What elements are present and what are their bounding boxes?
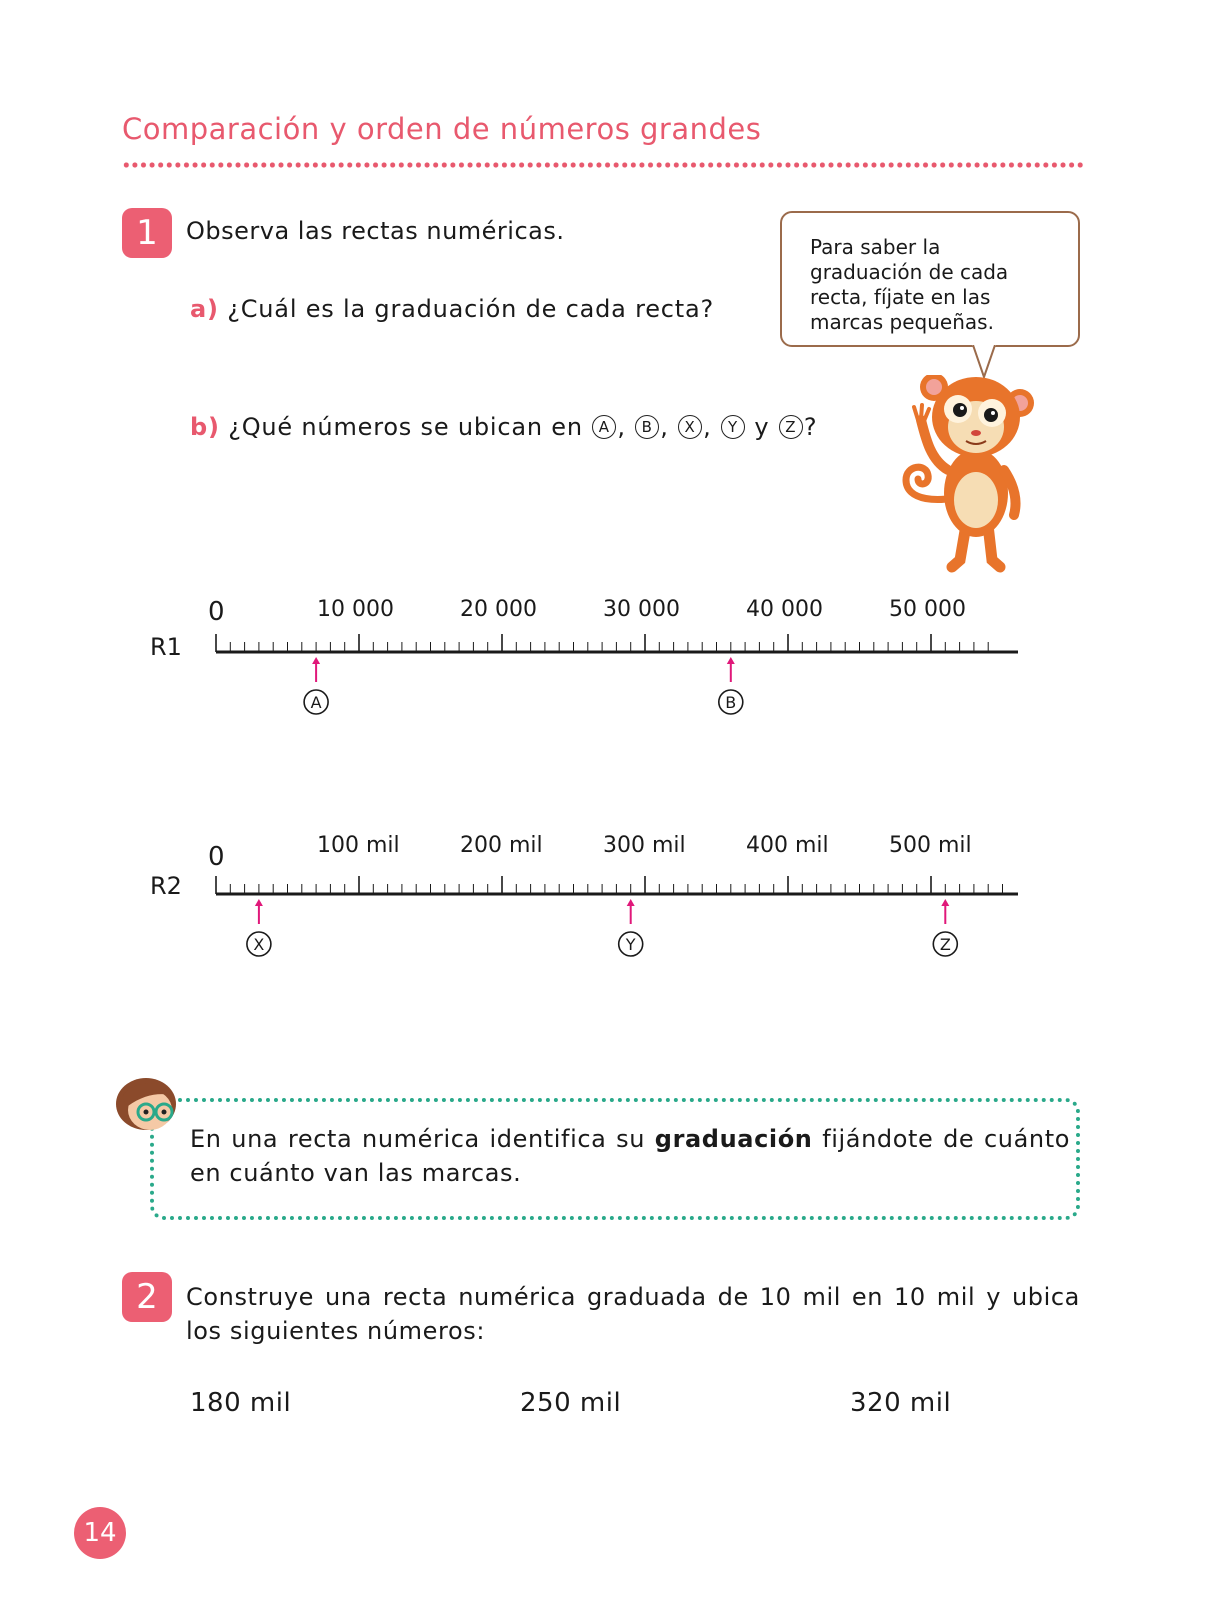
r2-marker-label-x: X <box>253 935 265 954</box>
marker-a-circle: A <box>592 415 616 439</box>
section-title: Comparación y orden de números grandes <box>122 112 762 146</box>
exercise-1-number: 1 <box>122 208 172 258</box>
r1-zero-label: 0 <box>208 597 225 627</box>
r1-marker-label-a: A <box>310 693 322 712</box>
r2-zero-label: 0 <box>208 842 225 872</box>
exercise-1-prompt: Observa las rectas numéricas. <box>186 217 565 245</box>
r2-tick-label: 100 mil <box>317 833 400 858</box>
tip-text-bold: graduación <box>654 1125 813 1153</box>
r2-tick-label: 200 mil <box>460 833 543 858</box>
r2-tick-label: 400 mil <box>746 833 829 858</box>
r2-arrow-z-head <box>941 899 949 906</box>
question-b-letter: b) <box>190 413 220 441</box>
tip-text-after: fijándote de cuánto en cuánto van las marcas. <box>190 1125 1071 1187</box>
r2-tick-label: 300 mil <box>603 833 686 858</box>
r1-tick-label: 10 000 <box>317 597 394 622</box>
separator: , <box>660 413 669 441</box>
number-320-mil: 320 mil <box>850 1388 952 1418</box>
marker-b-circle: B <box>635 415 659 439</box>
speech-bubble <box>780 211 1080 347</box>
question-a <box>190 295 714 323</box>
number-line-r1 <box>210 590 1050 730</box>
speech-bubble-text: Para saber la graduación de cada recta, fíjate en las marcas pequeñas. <box>810 235 1009 334</box>
question-mark: ? <box>803 413 818 441</box>
girl-avatar-illustration <box>114 1074 180 1134</box>
r2-marker-label-z: Z <box>939 935 951 954</box>
number-line-r2 <box>210 830 1050 980</box>
r1-tick-label: 30 000 <box>603 597 680 622</box>
dotted-divider <box>122 162 1084 168</box>
r1-marker-label-b: B <box>725 693 737 712</box>
r2-tick-label: 500 mil <box>889 833 972 858</box>
question-b-text: ¿Qué números se ubican en <box>228 413 583 441</box>
tip-text <box>190 1122 1070 1190</box>
r1-tick-label: 50 000 <box>889 597 966 622</box>
exercise-2-number: 2 <box>122 1272 172 1322</box>
page-number: 14 <box>74 1507 126 1559</box>
conjunction: y <box>754 413 770 441</box>
question-b <box>190 413 817 441</box>
marker-z-circle: Z <box>779 415 803 439</box>
r1-arrow-b-head <box>727 657 735 664</box>
separator: , <box>703 413 712 441</box>
r1-tick-label: 20 000 <box>460 597 537 622</box>
number-250-mil: 250 mil <box>520 1388 622 1418</box>
question-a-text: ¿Cuál es la graduación de cada recta? <box>227 295 715 323</box>
r1-arrow-a-head <box>312 657 320 664</box>
r2-marker-label-y: Y <box>625 935 636 954</box>
marker-y-circle: Y <box>721 415 745 439</box>
r2-arrow-x-head <box>255 899 263 906</box>
r1-label: R1 <box>150 633 182 661</box>
r2-label: R2 <box>150 872 182 900</box>
tip-text-before: En una recta numérica identifica su <box>190 1125 646 1153</box>
marker-x-circle: X <box>678 415 702 439</box>
r1-tick-label: 40 000 <box>746 597 823 622</box>
exercise-2-prompt: Construye una recta numérica graduada de 10 mil en 10 mil y ubica los siguientes números: <box>186 1283 1080 1345</box>
separator: , <box>617 413 626 441</box>
monkey-mascot-illustration <box>896 375 1066 580</box>
r2-arrow-y-head <box>627 899 635 906</box>
number-180-mil: 180 mil <box>190 1388 292 1418</box>
question-a-letter: a) <box>190 295 219 323</box>
